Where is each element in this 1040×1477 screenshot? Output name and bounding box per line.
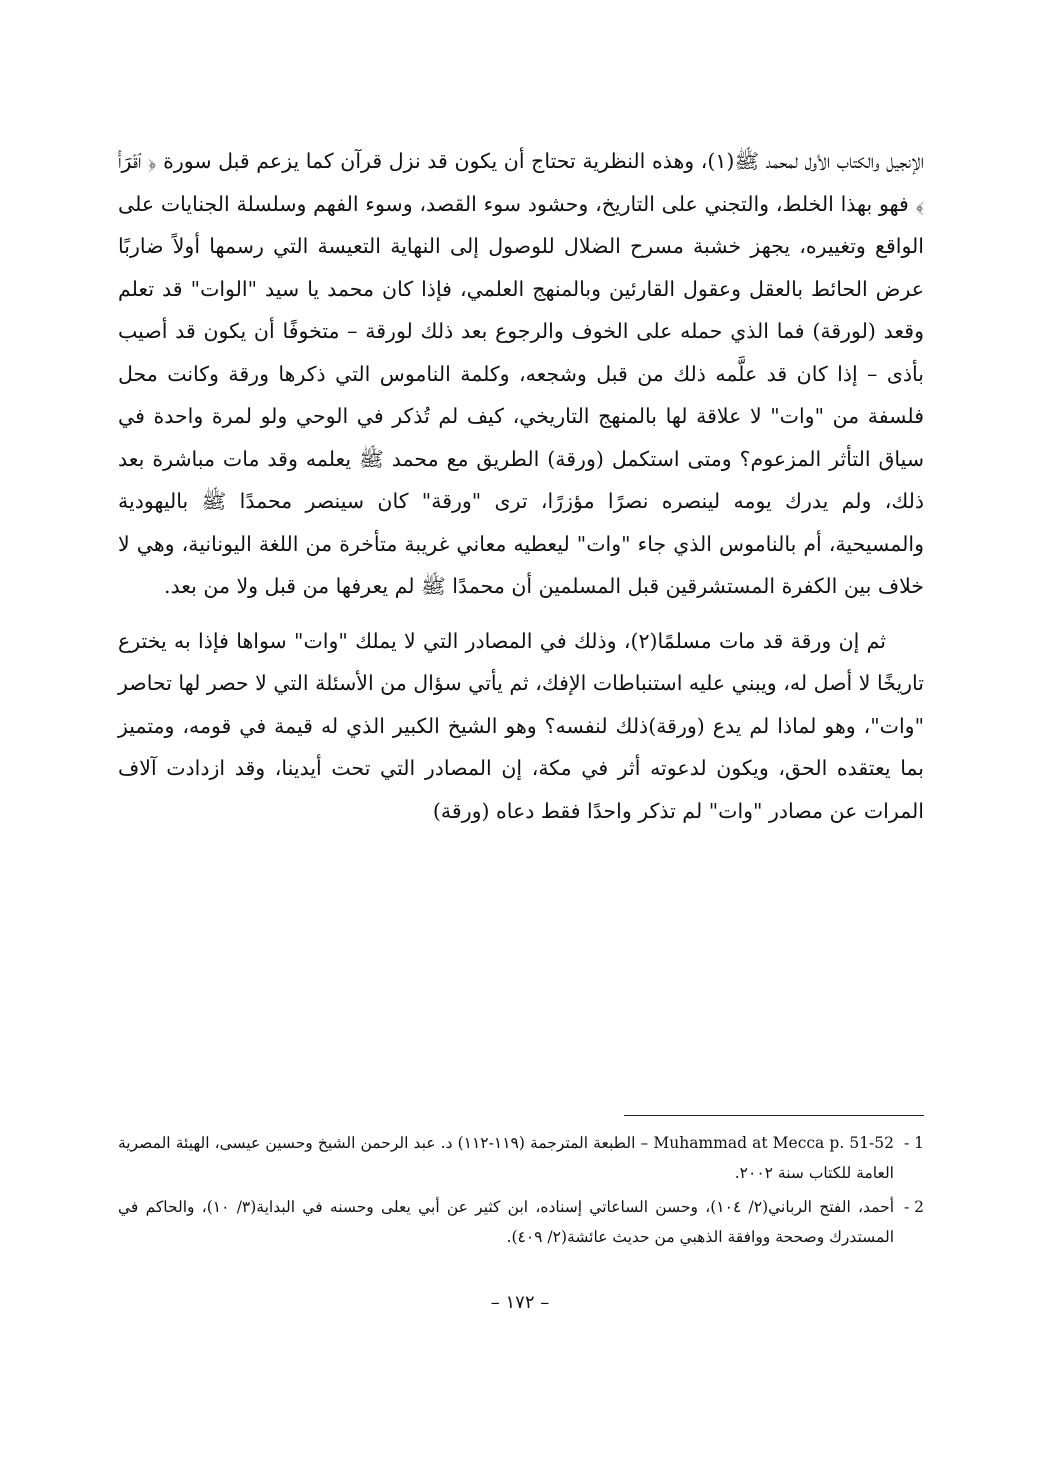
page-number: – ١٧٢ – <box>490 1292 550 1313</box>
footnote-text <box>118 1128 894 1188</box>
footnote-2 <box>118 1192 924 1252</box>
footnotes <box>118 1128 924 1256</box>
paragraph-1: الإنجيل والكتاب الأول لمحمد ﷺ(١)، وهذه النظرية تحتاج أن يكون قد نزل قرآن كما يزعم قبل سورة ﴿ ٱقۡرَأۡ ﴾ فهو بهذا الخلط، والتجني على التاريخ، وحشود سوء القصد، وسوء الفهم وسلسلة الجنايات على الواقع وتغييره، يجهز خشبة مسرح الضلال للوصول إلى النهاية التعيسة التي رسمها أولاً ضاربًا عرض الحائط بالعقل وعقول القارئين وبالمنهج العلمي، فإذا كان محمد يا سيد "الوات" قد تعلم وقعد (لورقة) فما الذي حمله على الخوف والرجوع بعد ذلك لورقة – متخوفًا أن يكون قد أصيب بأذى – إذا كان قد علَّمه ذلك من قبل وشجعه، وكلمة الناموس التي ذكرها ورقة وكانت محل فلسفة من "وات" لا علاقة لها بالمنهج التاريخي، كيف لم تُذكر في الوحي ولو لمرة واحدة في سياق التأثر المزعوم؟ ومتى استكمل (ورقة) الطريق مع محمد ﷺ يعلمه وقد مات مباشرة بعد ذلك، ولم يدرك يومه لينصره نصرًا مؤزرًا، ترى "ورقة" كان سينصر محمدًا ﷺ باليهودية والمسيحية، أم بالناموس الذي جاء "وات" ليعطيه معاني غريبة متأخرة من اللغة اليونانية، وهي لا خلاف بين الكفرة المستشرقين قبل المسلمين أن محمدًا ﷺ لم يعرفها من قبل ولا من بعد. <box>118 149 924 598</box>
footnote-body: أحمد، الفتح الرباني(٢/ ١٠٤)، وحسن الساعاتي إسناده، ابن كثير عن أبي يعلى وحسنه في البداية(٣/ ١٠)، والحاكم في المستدرك وصححة ووافقة الذهبي من حديث عائشة(٢/ ٤٠٩). <box>118 1198 894 1246</box>
main-text <box>118 140 924 832</box>
footnote-number: 1 - <box>903 1134 924 1152</box>
footnote-1 <box>118 1128 924 1188</box>
footnote-divider <box>624 1115 924 1116</box>
footnote-body: – الطبعة المترجمة (١١٩-١١٢) د. عبد الرحمن الشيخ وحسين عيسى، الهيئة المصرية العامة للكتاب سنة ٢٠٠٢. <box>118 1134 894 1182</box>
footnote-number: 2 - <box>903 1198 924 1216</box>
paragraph-2: ثم إن ورقة قد مات مسلمًا(٢)، وذلك في المصادر التي لا يملك "وات" سواها فإذا به يخترع تاريخًا لا أصل له، ويبني عليه استنباطات الإفك، ثم يأتي سؤال من الأسئلة التي لا حصر لها تحاصر "وات"، وهو لماذا لم يدع (ورقة)ذلك لنفسه؟ وهو الشيخ الكبير الذي له قيمة في قومه، ومتميز بما يعتقده الحق، ويكون لدعوته أثر في مكة، إن المصادر التي تحت أيدينا، وقد ازدادت آلاف المرات عن مصادر "وات" لم تذكر واحدًا فقط دعاه (ورقة) <box>118 628 924 823</box>
footnote-source: Muhammad at Mecca p. 51-52 <box>653 1134 895 1152</box>
